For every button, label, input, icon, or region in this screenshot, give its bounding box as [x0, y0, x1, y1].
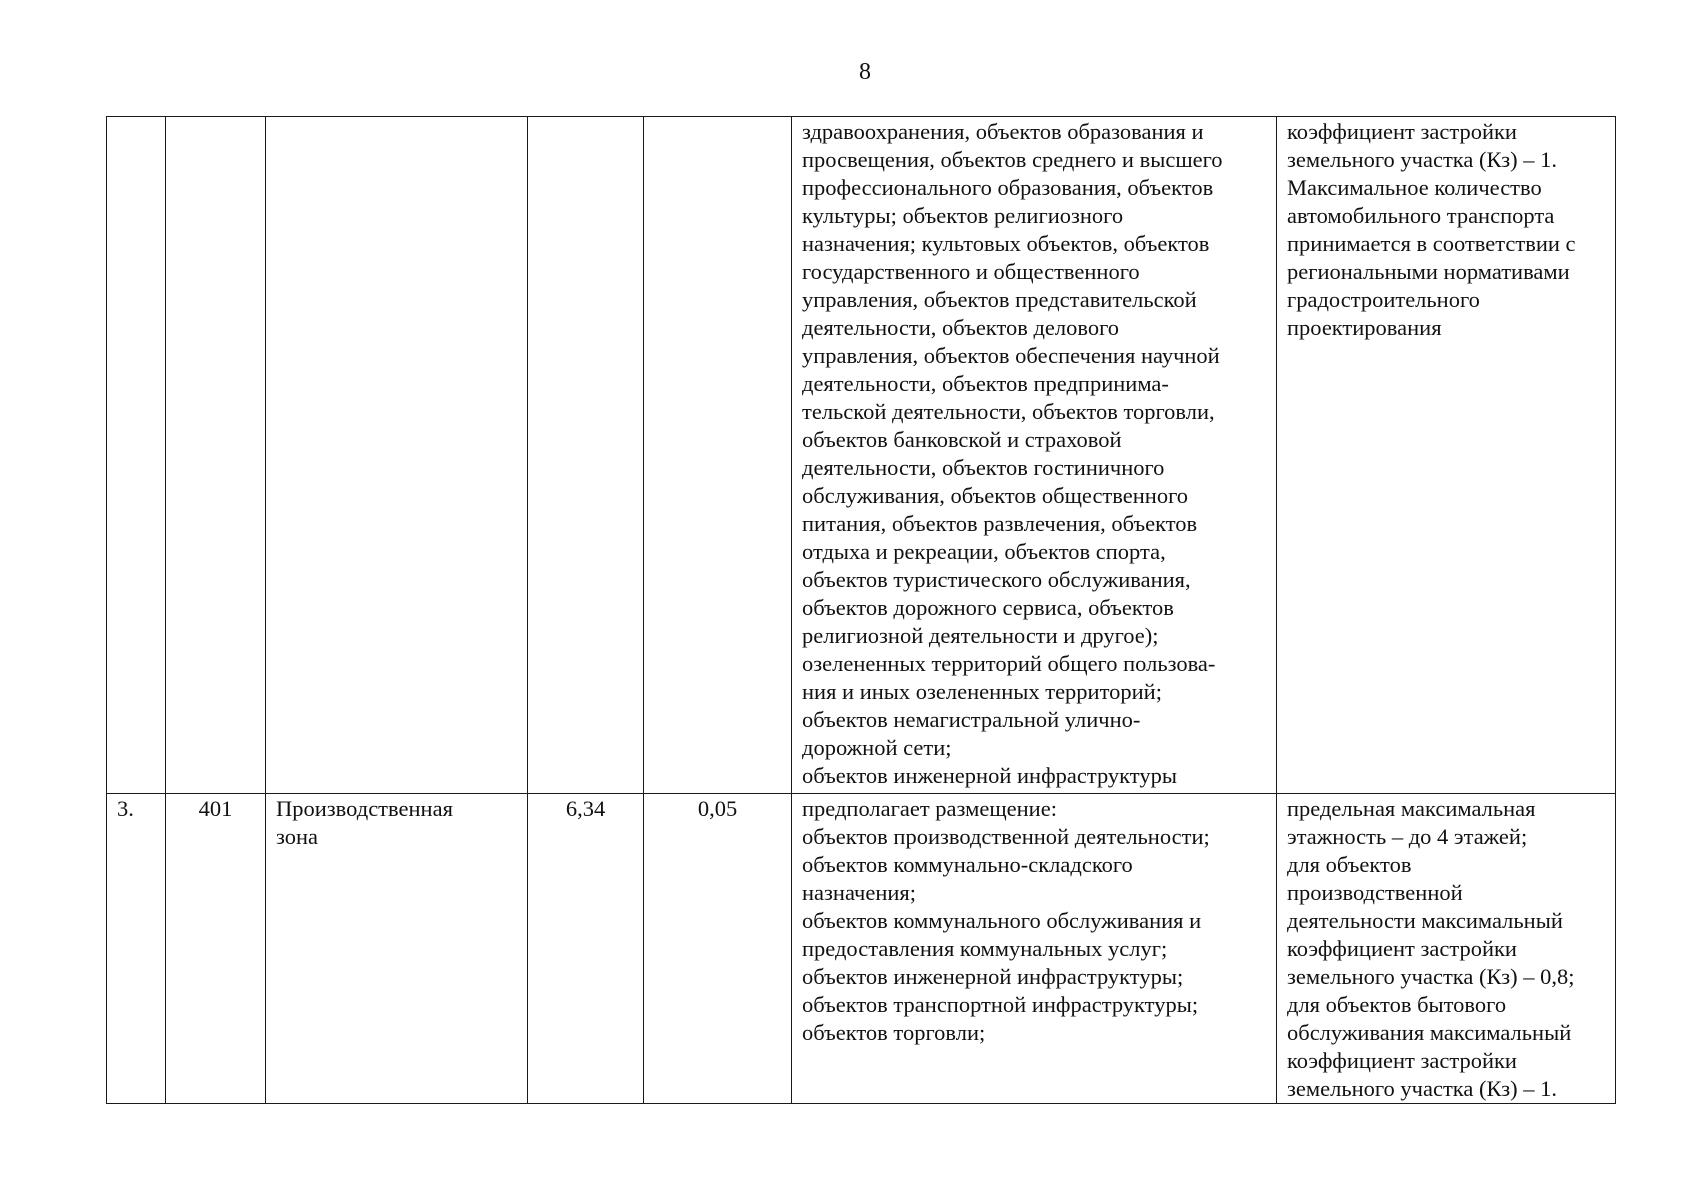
params-line: земельного участка (Кз) – 1. [1287, 147, 1557, 172]
purpose-line: объектов производственной деятельности; [802, 824, 1210, 849]
purpose-line: объектов дорожного сервиса, объектов [802, 595, 1174, 620]
params-line: принимается в соответствии с [1287, 231, 1576, 256]
zone-params-cell [1277, 794, 1616, 1104]
purpose-line: деятельности, объектов делового [802, 315, 1120, 340]
purpose-line: деятельности, объектов предпринима- [802, 371, 1169, 396]
table-row [107, 794, 1616, 1104]
params-line: коэффициент застройки [1287, 936, 1517, 961]
zones-table [106, 116, 1616, 1104]
zone-name-line: Производственная [276, 796, 453, 821]
params-line: региональными нормативами [1287, 259, 1570, 284]
params-line: коэффициент застройки [1287, 1048, 1517, 1073]
purpose-line: обслуживания, объектов общественного [802, 483, 1188, 508]
purpose-line: просвещения, объектов среднего и высшего [802, 147, 1223, 172]
zone-params-cell [1277, 117, 1616, 794]
params-line: градостроительного [1287, 287, 1480, 312]
zone-name-cell [266, 794, 528, 1104]
purpose-line: объектов туристического обслуживания, [802, 567, 1191, 592]
zone-name-line: зона [276, 824, 319, 849]
purpose-line: озелененных территорий общего пользова- [802, 651, 1216, 676]
purpose-line: здравоохранения, объектов образования и [802, 119, 1204, 144]
purpose-line: питания, объектов развлечения, объектов [802, 511, 1198, 536]
purpose-line: тельской деятельности, объектов торговли, [802, 399, 1215, 424]
purpose-line: государственного и общественного [802, 259, 1140, 284]
purpose-line: объектов торговли; [802, 1020, 986, 1045]
purpose-line: объектов транспортной инфраструктуры; [802, 992, 1199, 1017]
params-line: проектирования [1287, 315, 1442, 340]
purpose-line: дорожной сети; [802, 735, 952, 760]
purpose-line: объектов немагистральной улично- [802, 707, 1141, 732]
zone-name-cell [266, 117, 528, 794]
params-line: для объектов [1287, 852, 1412, 877]
params-line: этажность – до 4 этажей; [1287, 824, 1528, 849]
purpose-line: назначения; [802, 880, 917, 905]
zone-share-cell: 0,05 [644, 794, 792, 1104]
row-number-cell: 3. [107, 794, 166, 1104]
purpose-line: объектов инженерной инфраструктуры; [802, 964, 1184, 989]
purpose-line: назначения; культовых объектов, объектов [802, 231, 1210, 256]
purpose-line: объектов коммунально-складского [802, 852, 1133, 877]
zone-code-cell [166, 117, 266, 794]
params-line: Максимальное количество [1287, 175, 1542, 200]
row-number-cell [107, 117, 166, 794]
purpose-line: управления, объектов обеспечения научной [802, 343, 1220, 368]
purpose-line: деятельности, объектов гостиничного [802, 455, 1165, 480]
params-line: производственной [1287, 880, 1463, 905]
purpose-line: объектов коммунального обслуживания и [802, 908, 1202, 933]
params-line: обслуживания максимальный [1287, 1020, 1572, 1045]
params-line: коэффициент застройки [1287, 119, 1517, 144]
zone-area-cell [528, 117, 644, 794]
params-line: автомобильного транспорта [1287, 203, 1555, 228]
zone-purpose-cell [792, 117, 1277, 794]
purpose-line: религиозной деятельности и другое); [802, 623, 1159, 648]
params-line: деятельности максимальный [1287, 908, 1563, 933]
purpose-line: отдыха и рекреации, объектов спорта, [802, 539, 1166, 564]
params-line: для объектов бытового [1287, 992, 1507, 1017]
zone-code-cell: 401 [166, 794, 266, 1104]
params-line: земельного участка (Кз) – 0,8; [1287, 964, 1575, 989]
table-row [107, 117, 1616, 794]
zone-area-cell: 6,34 [528, 794, 644, 1104]
page-number: 8 [859, 59, 871, 85]
purpose-line: культуры; объектов религиозного [802, 203, 1124, 228]
zone-share-cell [644, 117, 792, 794]
params-line: земельного участка (Кз) – 1. [1287, 1076, 1557, 1101]
purpose-line: ния и иных озелененных территорий; [802, 679, 1162, 704]
purpose-line: профессионального образования, объектов [802, 175, 1214, 200]
zone-purpose-cell [792, 794, 1277, 1104]
purpose-line: предполагает размещение: [802, 796, 1057, 821]
purpose-line: объектов инженерной инфраструктуры [802, 763, 1177, 788]
purpose-line: объектов банковской и страховой [802, 427, 1122, 452]
purpose-line: управления, объектов представительской [802, 287, 1197, 312]
purpose-line: предоставления коммунальных услуг; [802, 936, 1168, 961]
params-line: предельная максимальная [1287, 796, 1536, 821]
